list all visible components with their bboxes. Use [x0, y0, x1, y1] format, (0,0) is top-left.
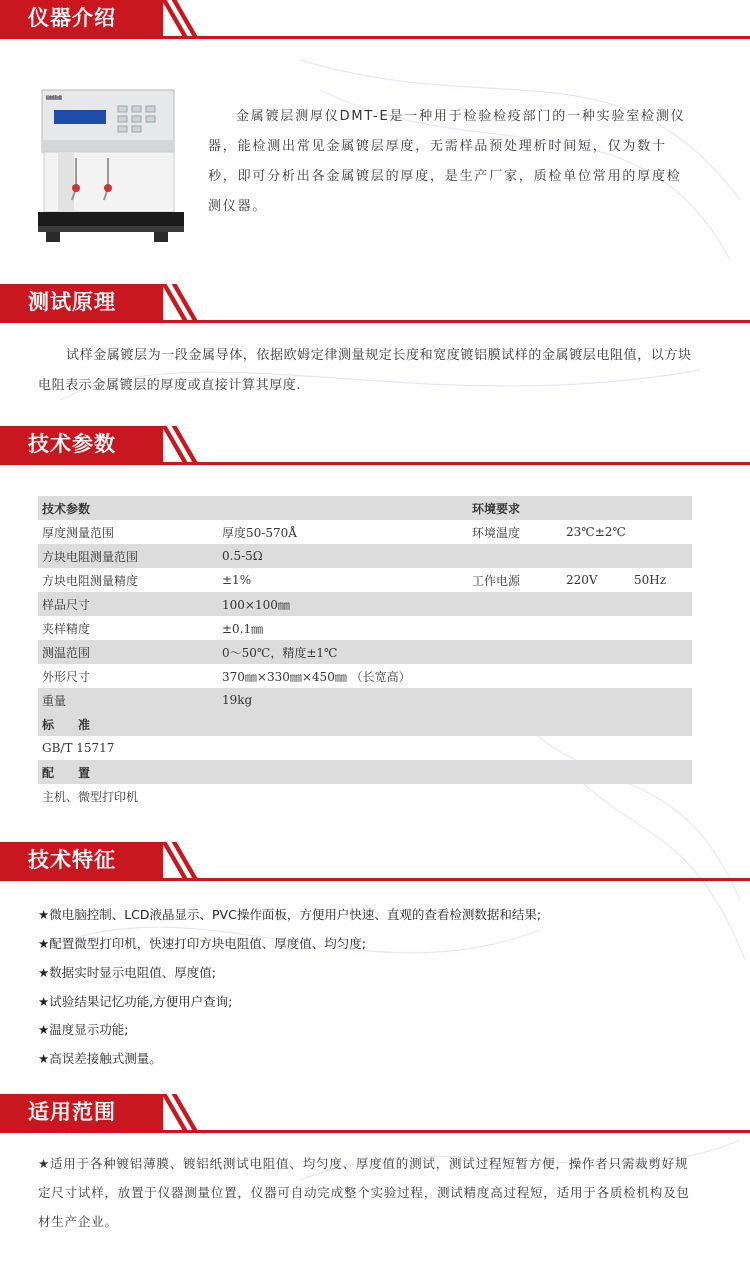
principle-text: 试样金属镀层为一段金属导体，依据欧姆定律测量规定长度和宽度镀铝膜试样的金属镀层电阻值，以方块电阻表示金属镀层的厚度或直接计算其厚度.: [38, 348, 692, 393]
table-cell: [630, 760, 692, 784]
table-row: [38, 664, 692, 688]
scope-text: ★适用于各种镀铝薄膜、镀铝纸测试电阻值、均匀度、厚度值的测试，测试过程短暂方便，操作者只需裁剪好规定尺寸试样，放置于仪器测量位置，仪器可自动完成整个实验过程，测试精度高过程短，适用于各质检机构及包材生产企业。: [38, 1156, 690, 1229]
table-row: [38, 568, 692, 592]
table-cell: ±1%: [222, 573, 252, 587]
section-intro: [0, 0, 750, 40]
table-cell: 方块电阻测量精度: [42, 573, 139, 588]
table-row: [38, 496, 692, 520]
table-cell: 配 置: [38, 760, 218, 784]
table-cell: 220V: [566, 573, 598, 587]
table-row: [38, 592, 692, 616]
table-cell: [630, 640, 692, 664]
table-row: [38, 784, 692, 808]
device-image: [36, 88, 184, 253]
table-cell: 样品尺寸: [38, 592, 218, 616]
section-header: [0, 0, 750, 40]
table-cell: [562, 784, 630, 808]
table-cell: 测温范围: [38, 640, 218, 664]
section-header: [0, 284, 750, 324]
table-row: [38, 736, 692, 760]
table-cell: 厚度50-570Å: [222, 525, 297, 540]
table-cell: [630, 616, 692, 640]
section-title: 适用范围: [28, 1100, 116, 1124]
table-cell: [630, 736, 692, 760]
section-title: 技术特征: [28, 848, 116, 872]
table-cell: [468, 688, 562, 712]
table-cell: 技术参数: [38, 496, 218, 520]
feature-item: ★温度显示功能;: [38, 1022, 129, 1037]
table-cell: [630, 520, 692, 544]
table-cell: [218, 496, 468, 520]
table-cell: [562, 760, 630, 784]
table-cell: 主机、微型打印机: [42, 789, 139, 804]
table-cell: [468, 616, 562, 640]
section-title: 测试原理: [28, 290, 116, 314]
feature-item: ★数据实时显示电阻值、厚度值;: [38, 965, 216, 980]
table-cell: 0～50℃，精度±1℃: [218, 640, 468, 664]
table-cell: [630, 784, 692, 808]
table-cell: [562, 592, 630, 616]
section-params: [0, 426, 750, 466]
table-cell: 370㎜×330㎜×450㎜ （长宽高）: [222, 669, 411, 684]
table-cell: [468, 592, 562, 616]
section-features: [0, 842, 750, 882]
table-cell: 工作电源: [472, 573, 521, 588]
feature-item: ★高误差接触式测量。: [38, 1051, 162, 1066]
table-cell: [630, 664, 692, 688]
table-cell: [468, 760, 562, 784]
table-cell: [562, 664, 630, 688]
spec-table: [38, 496, 692, 808]
table-cell: [468, 544, 562, 568]
table-cell: 50Hz: [634, 573, 667, 587]
table-cell: [630, 688, 692, 712]
table-cell: [562, 544, 630, 568]
section-title: 技术参数: [28, 432, 116, 456]
table-cell: [562, 640, 630, 664]
table-cell: [562, 496, 630, 520]
section-principle: [0, 284, 750, 324]
table-cell: [630, 592, 692, 616]
table-row: [38, 544, 692, 568]
table-cell: 环境要求: [468, 496, 562, 520]
table-cell: ±0.1㎜: [222, 621, 264, 636]
table-cell: [468, 736, 562, 760]
table-cell: [562, 736, 630, 760]
table-cell: GB/T 15717: [42, 741, 115, 755]
table-cell: [630, 496, 692, 520]
table-cell: [218, 712, 468, 736]
table-cell: [630, 712, 692, 736]
table-cell: 重量: [38, 688, 218, 712]
table-cell: [468, 640, 562, 664]
table-cell: 100×100㎜: [218, 592, 468, 616]
table-row: [38, 688, 692, 712]
table-cell: [562, 688, 630, 712]
table-row: [38, 616, 692, 640]
table-row: [38, 760, 692, 784]
table-cell: 夹样精度: [42, 621, 91, 636]
feature-item: ★配置微型打印机，快速打印方块电阻值、厚度值、均匀度;: [38, 936, 366, 951]
feature-item: ★微电脑控制、LCD液晶显示、PVC操作面板，方便用户快速、直观的查看检测数据和结果;: [38, 907, 542, 922]
table-cell: [630, 544, 692, 568]
table-cell: [468, 712, 562, 736]
table-cell: 方块电阻测量范围: [38, 544, 218, 568]
table-row: [38, 640, 692, 664]
table-cell: 外形尺寸: [42, 669, 91, 684]
table-cell: 0.5-5Ω: [218, 544, 468, 568]
section-scope: [0, 1094, 750, 1134]
table-cell: [218, 760, 468, 784]
section-title: 仪器介绍: [28, 6, 116, 30]
table-cell: [468, 784, 562, 808]
table-cell: [562, 712, 630, 736]
section-header: [0, 842, 750, 882]
section-header: [0, 1094, 750, 1134]
table-cell: 19kg: [218, 688, 468, 712]
table-cell: [468, 664, 562, 688]
section-header: [0, 426, 750, 466]
table-row: [38, 520, 692, 544]
table-cell: 厚度测量范围: [42, 525, 115, 540]
table-cell: 23℃±2℃: [566, 525, 626, 539]
intro-text: 金属镀层测厚仪DMT-E是一种用于检验检疫部门的一种实验室检测仪器，能检测出常见金属镀层厚度，无需样品预处理析时间短，仅为数十秒，即可分析出各金属镀层的厚度，是生产厂家，质检单位常用的厚度检测仪器。: [208, 109, 686, 214]
table-cell: 标 准: [38, 712, 218, 736]
table-row: [38, 712, 692, 736]
table-cell: [218, 784, 468, 808]
table-cell: [218, 736, 468, 760]
device-model-label: DMT-E: [46, 95, 62, 101]
table-cell: 环境温度: [472, 525, 521, 540]
table-cell: [562, 616, 630, 640]
feature-item: ★试验结果记忆功能,方便用户查询;: [38, 994, 233, 1009]
